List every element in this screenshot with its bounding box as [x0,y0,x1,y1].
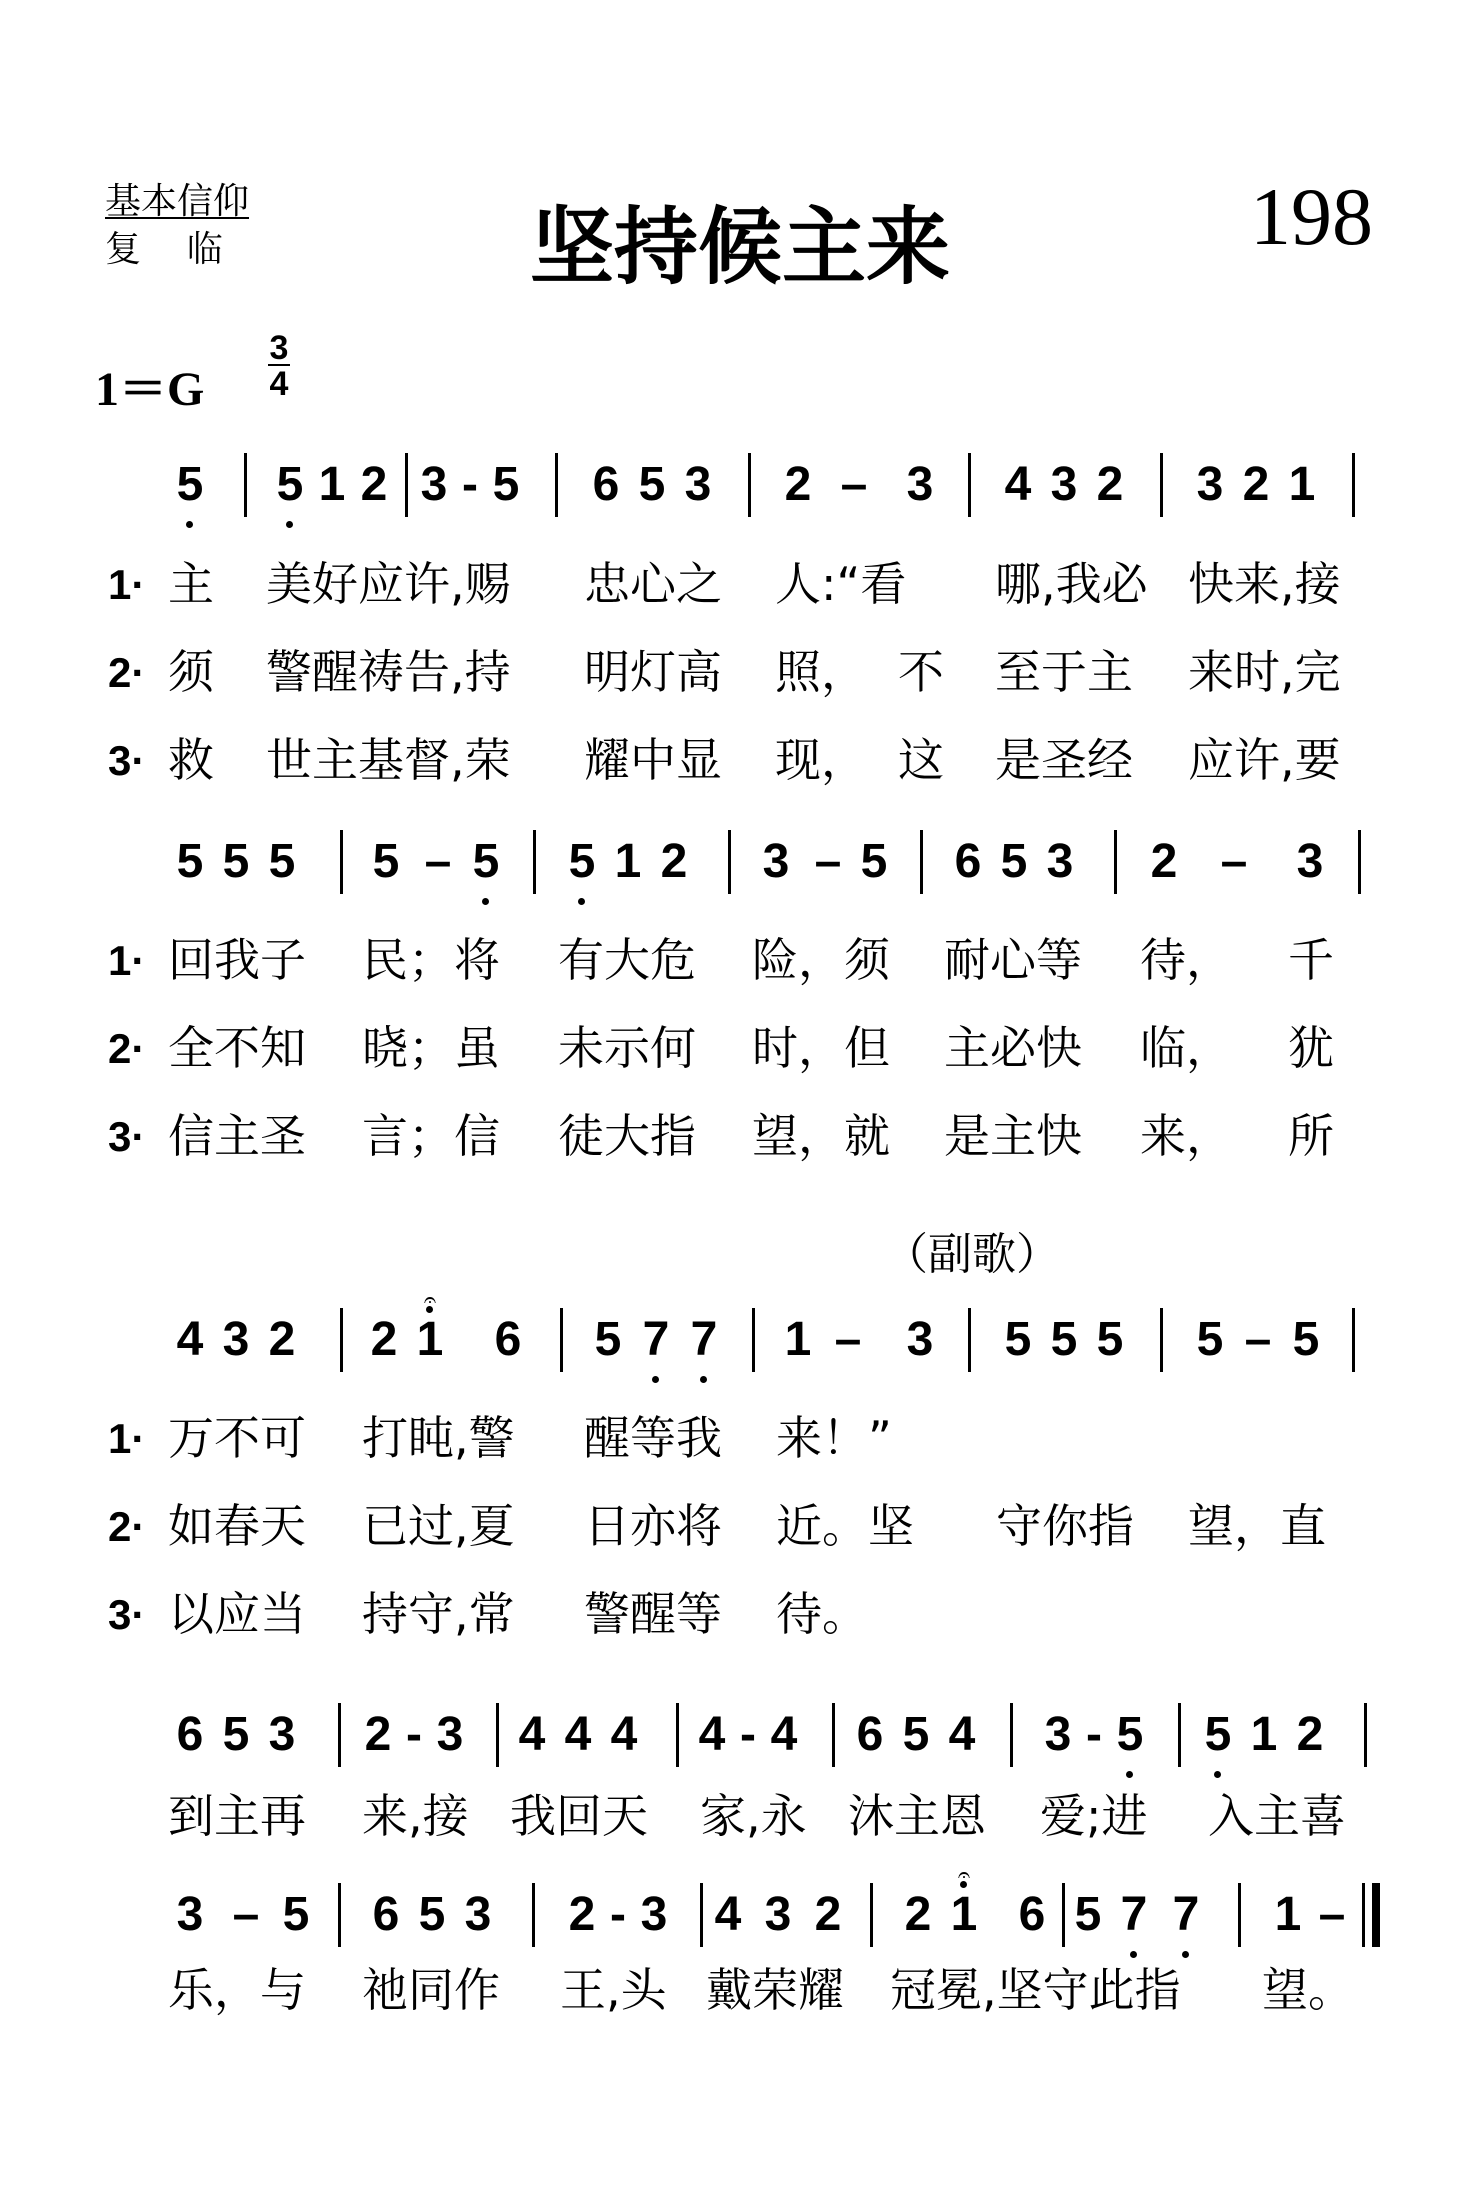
note: 7 [1172,1888,1200,1941]
fermata-icon: 𝄐 [957,1863,971,1888]
lyric: 有大危 [558,933,696,987]
barline [968,1308,971,1372]
dash: – [1220,835,1248,888]
lyric: 明灯高 [584,645,722,699]
lyric: 入主喜 [1208,1789,1346,1843]
note: 7 [690,1313,718,1366]
barline [676,1703,679,1767]
lyric: 待。 [776,1587,868,1641]
lyric: 王,头 [560,1963,667,2017]
note: 3 [684,458,712,511]
lyric: 祂同作 [362,1963,500,2017]
lyric: 待， [1140,933,1232,987]
note: 1 [1288,458,1316,511]
lyric: 这 [898,733,944,787]
lyric: 徒大指 [558,1109,696,1163]
note: 3 [436,1708,464,1761]
barline [532,1883,535,1947]
barline [560,1308,563,1372]
dash: - [462,458,478,511]
notation-system-5 [0,1863,1477,1945]
lyric: 信主圣 [168,1109,306,1163]
barline [1010,1703,1013,1767]
note: 1 [1250,1708,1278,1761]
lyric: 世主基督,荣 [266,733,511,787]
note: 4 [610,1708,638,1761]
lyric: 民；将 [362,933,500,987]
lyric: 来， [1140,1109,1232,1163]
lyric: 险，须 [752,933,890,987]
note: 5 [472,835,500,888]
note: 3 [764,1888,792,1941]
lyric: 不 [898,645,944,699]
note: 1 [416,1313,444,1366]
time-signature-bottom: 4 [269,365,289,403]
barline [1364,1703,1367,1767]
lyric: 照， [775,645,867,699]
barline [752,1308,755,1372]
barline [1238,1883,1241,1947]
barline [340,830,343,894]
lyric: 耐心等 [944,933,1082,987]
dash: - [406,1708,422,1761]
note: 5 [1004,1313,1032,1366]
note: 5 [418,1888,446,1941]
note: 5 [176,835,204,888]
note: 2 [1242,458,1270,511]
dash: – [1244,1313,1272,1366]
lower-octave-dot [1130,1951,1137,1958]
verse-number: 1· [108,1415,146,1462]
lower-octave-dot [186,521,193,528]
lyric: 戴荣耀 [706,1963,844,2017]
note: 5 [222,1708,250,1761]
verse-number: 1· [108,937,146,984]
note: 3 [1046,835,1074,888]
lyric: 美好应许,赐 [266,557,511,611]
note: 2 [660,835,688,888]
lyric: 来时,完 [1188,645,1341,699]
note: 5 [1050,1313,1078,1366]
barline [1178,1703,1181,1767]
lyric: 所 [1288,1109,1334,1163]
lyric: 晓；虽 [362,1021,500,1075]
note: 3 [1196,458,1224,511]
note: 5 [860,835,888,888]
barline [728,830,731,894]
verse-number: 2· [108,649,146,696]
dash: – [834,1313,862,1366]
note: 3 [1296,835,1324,888]
lyric: 醒等我 [584,1411,722,1465]
lyric: 主必快 [944,1021,1082,1075]
lyric: 持守,常 [362,1587,515,1641]
note: 2 [370,1313,398,1366]
notation-system-4 [0,1705,1477,1765]
lyric: 来,接 [362,1789,469,1843]
lyric: 近。坚 [776,1499,914,1553]
lower-octave-dot [1126,1771,1133,1778]
barline [832,1703,835,1767]
lyric: 万不可 [168,1411,306,1465]
note: 2 [1096,458,1124,511]
note: 2 [1150,835,1178,888]
dash: – [232,1888,260,1941]
lyric: 冠冕,坚守此指 [890,1963,1181,2017]
note: 4 [698,1708,726,1761]
lyric: 乐，与 [168,1963,306,2017]
lyric: 我回天 [510,1789,648,1843]
lyric: 来！” [776,1411,892,1465]
note: 5 [902,1708,930,1761]
lyric: 临， [1140,1021,1232,1075]
barline [748,453,751,517]
lyric: 爱;进 [1040,1789,1148,1843]
key-signature: 1＝G [95,363,205,416]
lyric: 耀中显 [584,733,722,787]
lyric: 救 [168,733,214,787]
note: 1 [784,1313,812,1366]
barline [1062,1883,1065,1947]
dash: - [1086,1708,1102,1761]
note: 5 [1096,1313,1124,1366]
note: 5 [1292,1313,1320,1366]
note: 5 [1000,835,1028,888]
hymn-number: 198 [1250,171,1373,262]
lyric: 以应当 [168,1587,306,1641]
note: 5 [176,458,204,511]
lyric: 人:“看 [775,557,907,611]
note: 1 [950,1888,978,1941]
note: 6 [494,1313,522,1366]
note: 3 [1044,1708,1072,1761]
verse-number: 3· [108,737,146,784]
note: 4 [1004,458,1032,511]
note: 2 [784,458,812,511]
lower-octave-dot [1182,1951,1189,1958]
barline [533,830,536,894]
barline [496,1703,499,1767]
lyric: 警醒等 [584,1587,722,1641]
verse-number: 3· [108,1591,146,1638]
barline [340,1308,343,1372]
note: 2 [904,1888,932,1941]
barline [1160,1308,1163,1372]
barline [968,453,971,517]
note: 3 [176,1888,204,1941]
note: 2 [364,1708,392,1761]
note: 3 [222,1313,250,1366]
barline [555,453,558,517]
lyric: 打盹,警 [362,1411,515,1465]
chorus-label: （副歌） [884,1229,1060,1280]
note: 5 [1116,1708,1144,1761]
note: 7 [1120,1888,1148,1941]
lyric: 望，直 [1188,1499,1326,1553]
lyric: 家,永 [700,1789,807,1843]
lower-octave-dot [700,1376,707,1383]
final-barline-thick [1372,1883,1380,1947]
note: 5 [1204,1708,1232,1761]
fermata-icon: 𝄐 [423,1288,437,1313]
note: 6 [954,835,982,888]
final-barline-thin [1362,1883,1365,1947]
lyric: 快来,接 [1188,557,1341,611]
note: 6 [592,458,620,511]
note: 5 [492,458,520,511]
lyric: 望。 [1262,1963,1354,2017]
lyric: 犹 [1288,1021,1334,1075]
verse-number: 3· [108,1113,146,1160]
lyric: 忠心之 [584,557,722,611]
note: 2 [360,458,388,511]
note: 1 [614,835,642,888]
note: 3 [762,835,790,888]
lyric: 主 [168,557,214,611]
barline [700,1883,703,1947]
lyric: 至于主 [995,645,1133,699]
verse-number: 2· [108,1503,146,1550]
lyric: 望，就 [752,1109,890,1163]
dash: – [424,835,452,888]
dash: - [740,1708,756,1761]
note: 3 [420,458,448,511]
barline [244,453,247,517]
subcategory-label: 复 临 [105,229,223,270]
note: 4 [564,1708,592,1761]
lower-octave-dot [482,898,489,905]
lyric: 是圣经 [995,733,1133,787]
note: 5 [568,835,596,888]
barline [870,1883,873,1947]
notation-system-2 [0,832,1477,892]
lyric: 言；信 [362,1109,500,1163]
lyric: 是主快 [944,1109,1082,1163]
lyric: 如春天 [168,1499,306,1553]
barline [920,830,923,894]
note: 3 [268,1708,296,1761]
dash: – [1318,1888,1346,1941]
barline [1352,453,1355,517]
lyric: 沐主恩 [848,1789,986,1843]
lyric: 时，但 [752,1021,890,1075]
note: 6 [856,1708,884,1761]
time-signature-top: 3 [269,329,289,367]
lyric: 未示何 [558,1021,696,1075]
note: 5 [1074,1888,1102,1941]
lyric: 须 [168,645,214,699]
note: 5 [594,1313,622,1366]
barline [338,1883,341,1947]
note: 5 [372,835,400,888]
dash: - [610,1888,626,1941]
note: 2 [814,1888,842,1941]
lower-octave-dot [652,1376,659,1383]
note: 3 [906,458,934,511]
note: 3 [906,1313,934,1366]
verse-number: 2· [108,1025,146,1072]
hymn-title: 坚持候主来 [530,198,951,296]
lower-octave-dot [1214,1771,1221,1778]
note: 1 [1274,1888,1302,1941]
note: 5 [1196,1313,1224,1366]
barline [405,453,408,517]
note: 2 [1296,1708,1324,1761]
note: 6 [176,1708,204,1761]
lyric: 全不知 [168,1021,306,1075]
lyric: 哪,我必 [995,557,1148,611]
lyric: 日亦将 [584,1499,722,1553]
note: 5 [638,458,666,511]
lyric: 应许,要 [1188,733,1341,787]
note: 5 [276,458,304,511]
note: 5 [268,835,296,888]
lower-octave-dot [578,898,585,905]
note: 4 [770,1708,798,1761]
note: 4 [176,1313,204,1366]
barline [1352,1308,1355,1372]
note: 5 [282,1888,310,1941]
note: 6 [1018,1888,1046,1941]
lyric: 守你指 [996,1499,1134,1553]
note: 2 [568,1888,596,1941]
notation-system-1 [0,455,1477,515]
lyric: 已过,夏 [362,1499,515,1553]
note: 6 [372,1888,400,1941]
barline [338,1703,341,1767]
lyric: 千 [1288,933,1334,987]
verse-number: 1· [108,561,146,608]
barline [1160,453,1163,517]
note: 3 [464,1888,492,1941]
note: 4 [518,1708,546,1761]
note: 4 [948,1708,976,1761]
notation-system-3 [0,1288,1477,1370]
lyric: 警醒祷告,持 [266,645,511,699]
note: 5 [222,835,250,888]
note: 3 [640,1888,668,1941]
barline [1114,830,1117,894]
dash: – [814,835,842,888]
lower-octave-dot [286,521,293,528]
lyric: 回我子 [168,933,306,987]
note: 1 [318,458,346,511]
note: 2 [268,1313,296,1366]
category-label: 基本信仰 [105,181,250,222]
note: 4 [714,1888,742,1941]
lyric: 现， [775,733,867,787]
note: 3 [1050,458,1078,511]
lyric: 到主再 [168,1789,306,1843]
note: 7 [642,1313,670,1366]
barline [1358,830,1361,894]
dash: – [840,458,868,511]
